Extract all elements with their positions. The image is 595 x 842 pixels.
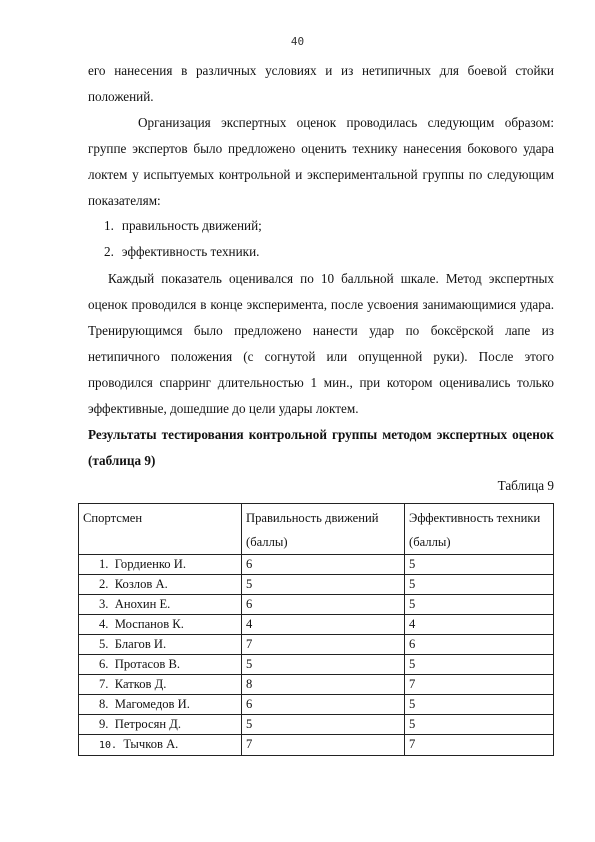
athlete-cell: [79, 635, 242, 655]
athlete-name: Петросян Д.: [114, 717, 182, 731]
athlete-cell: [79, 555, 242, 575]
table-row: [79, 695, 554, 715]
efficiency-score: 7: [405, 675, 554, 695]
efficiency-score: 4: [405, 615, 554, 635]
athlete-cell: [79, 715, 242, 735]
efficiency-score: 7: [405, 735, 554, 756]
athlete-name: Анохин Е.: [114, 597, 171, 611]
table-header-row: [79, 504, 554, 555]
athlete-name: Магомедов И.: [114, 697, 190, 711]
efficiency-score: 5: [405, 555, 554, 575]
athlete-number: 8.: [99, 697, 109, 711]
efficiency-score: 5: [405, 695, 554, 715]
athlete-number: 2.: [99, 577, 109, 591]
table-row: [79, 555, 554, 575]
athlete-cell: [79, 595, 242, 615]
column-header-efficiency: Эффективность техники (баллы): [405, 504, 554, 555]
athlete-cell: [79, 695, 242, 715]
efficiency-score: 5: [405, 575, 554, 595]
paragraph-organization: Организация экспертных оценок проводилась следующим образом: группе экспертов было предложено оценить технику нанесения бокового удара локтем у испытуемых контрольной и экспериментальной группы по следующим показателям:: [88, 115, 554, 208]
athlete-name: Катков Д.: [114, 677, 167, 691]
correctness-score: 6: [242, 595, 405, 615]
athlete-cell: [79, 675, 242, 695]
efficiency-score: 6: [405, 635, 554, 655]
correctness-score: 5: [242, 575, 405, 595]
athlete-name: Протасов В.: [114, 657, 181, 671]
column-header-athlete: Спортсмен: [79, 504, 242, 555]
results-table: [78, 503, 554, 756]
athlete-number: 10.: [99, 740, 118, 751]
table-row: [79, 595, 554, 615]
athlete-cell: [79, 735, 242, 756]
table-row: [79, 635, 554, 655]
table-row: [79, 575, 554, 595]
athlete-cell: [79, 615, 242, 635]
athlete-number: 9.: [99, 717, 109, 731]
table-caption: Таблица 9: [497, 478, 554, 493]
table-row: [79, 675, 554, 695]
table-body: [79, 555, 554, 756]
efficiency-score: 5: [405, 655, 554, 675]
efficiency-score: 5: [405, 715, 554, 735]
criteria-list: [104, 213, 262, 265]
list-item-text: эффективность техники.: [121, 244, 260, 259]
athlete-number: 6.: [99, 657, 109, 671]
correctness-score: 6: [242, 555, 405, 575]
efficiency-score: 5: [405, 595, 554, 615]
table-row: [79, 735, 554, 756]
athlete-cell: [79, 575, 242, 595]
athlete-number: 4.: [99, 617, 109, 631]
list-item-text: правильность движений;: [121, 218, 262, 233]
correctness-score: 5: [242, 715, 405, 735]
correctness-score: 6: [242, 695, 405, 715]
paragraph-intro: его нанесения в различных условиях и из нетипичных для боевой стойки положений.: [88, 63, 554, 104]
correctness-score: 7: [242, 635, 405, 655]
athlete-name: Тычков А.: [123, 737, 179, 751]
list-item-number: 2.: [104, 244, 114, 259]
athlete-cell: [79, 655, 242, 675]
list-item: [104, 213, 262, 239]
column-header-correctness: Правильность движений (баллы): [242, 504, 405, 555]
list-item-number: 1.: [104, 218, 114, 233]
correctness-score: 7: [242, 735, 405, 756]
table-row: [79, 615, 554, 635]
section-heading: Результаты тестирования контрольной группы методом экспертных оценок (таблица 9): [88, 427, 554, 468]
athlete-number: 7.: [99, 677, 109, 691]
athlete-name: Гордиенко И.: [114, 557, 186, 571]
table-row: [79, 655, 554, 675]
athlete-name: Благов И.: [114, 637, 167, 651]
athlete-name: Моспанов К.: [114, 617, 184, 631]
athlete-number: 5.: [99, 637, 109, 651]
list-item: [104, 239, 262, 265]
correctness-score: 5: [242, 655, 405, 675]
correctness-score: 8: [242, 675, 405, 695]
athlete-number: 3.: [99, 597, 109, 611]
table-row: [79, 715, 554, 735]
correctness-score: 4: [242, 615, 405, 635]
athlete-name: Козлов А.: [114, 577, 168, 591]
athlete-number: 1.: [99, 557, 109, 571]
paragraph-method: Каждый показатель оценивался по 10 балльной шкале. Метод экспертных оценок проводился в конце эксперимента, после усвоения занимающимися удара. Тренирующимся было предложено нанести удар по боксёрской лапе из нетипичного положения (с согнутой или опущенной руки). После этого проводился спарринг длительностью 1 мин., при котором оценивались только эффективные, дошедшие до цели удары локтем.: [88, 271, 554, 416]
page-number: 40: [290, 35, 305, 48]
